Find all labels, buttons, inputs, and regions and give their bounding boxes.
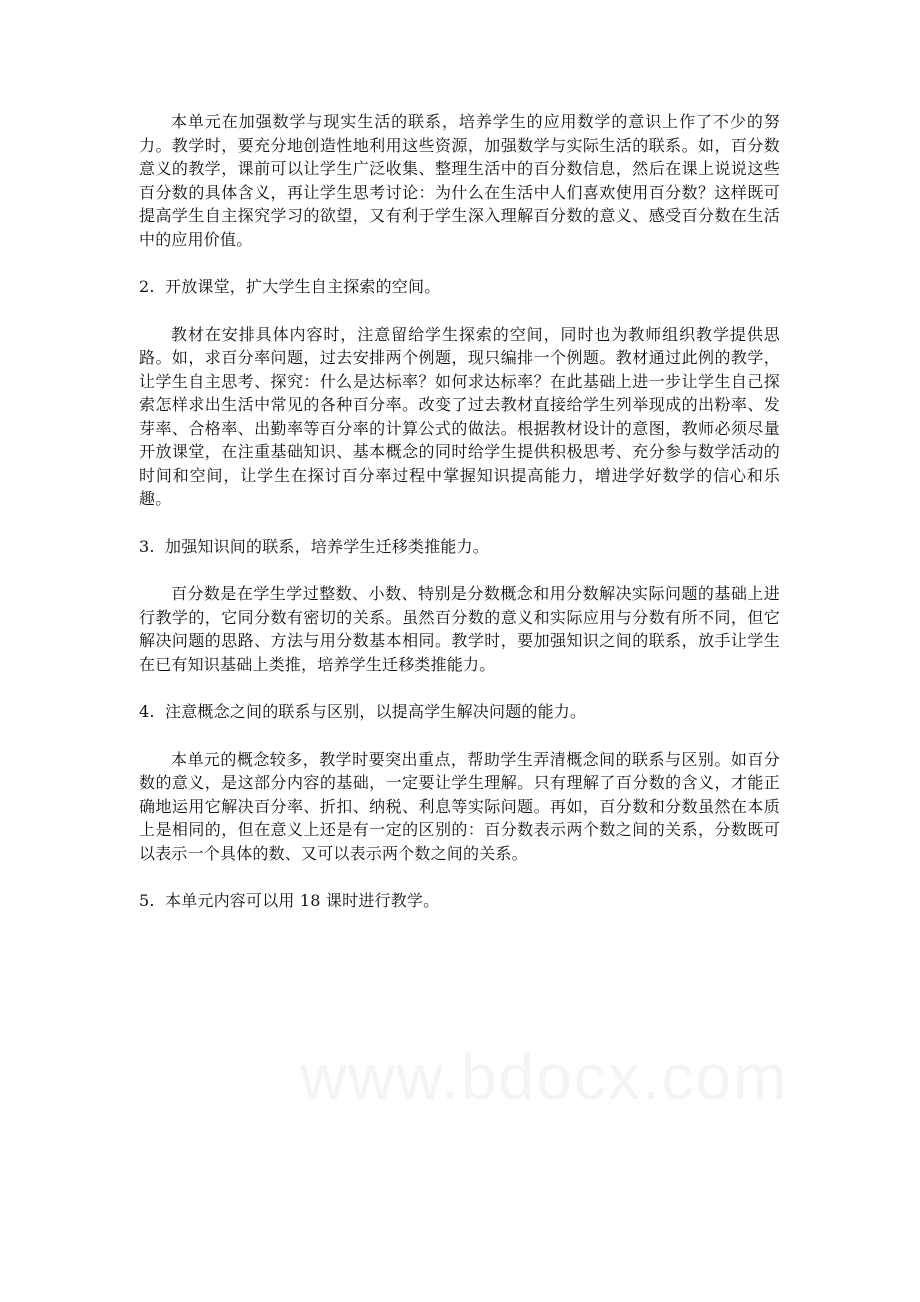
paragraph-intro: 本单元在加强数学与现实生活的联系，培养学生的应用数学的意识上作了不少的努力。教学时，要充分地创造性地利用这些资源，加强数学与实际生活的联系。如，百分数意义的教学，课前可以让学生广泛收集、整理生活中的百分数信息，然后在课上说说这些百分数的具体含义，再让学生思考讨论：为什么在生活中人们喜欢使用百分数？这样既可提高学生自主探究学习的欲望，又有利于学生深入理解百分数的意义、感受百分数在生活中的应用价值。 — [139, 112, 780, 249]
paragraph-open-classroom: 教材在安排具体内容时，注意留给学生探索的空间，同时也为教师组织教学提供思路。如，求百分率问题，过去安排两个例题，现只编排一个例题。教材通过此例的教学，让学生自主思考、探究：什么是达标率？如何求达标率？在此基础上进一步让学生自己探索怎样求出生活中常见的各种百分率。改变了过去教材直接给学生列举现成的出粉率、发芽率、合格率、出勤率等百分率的计算公式的做法。根据教材设计的意图，教师必须尽量开放课堂，在注重基础知识、基本概念的同时给学生提供积极思考、充分参与数学活动的时间和空间，让学生在探讨百分率过程中掌握知识提高能力，增进学好数学的信心和乐趣。 — [139, 324, 780, 508]
heading-text: 注意概念之间的联系与区别，以提高学生解决问题的能力。 — [165, 702, 587, 721]
paragraph-knowledge-links: 百分数是在学生学过整数、小数、特别是分数概念和用分数解决实际问题的基础上进行教学的，它同分数有密切的关系。虽然百分数的意义和实际应用与分数有所不同，但它解决问题的思路、方法与用分数基本相同。教学时，要加强知识之间的联系，放手让学生在已有知识基础上类推，培养学生迁移类推能力。 — [139, 584, 780, 674]
heading-text: 开放课堂，扩大学生自主探索的空间。 — [165, 277, 441, 296]
heading-item-2 — [139, 275, 780, 299]
heading-number: 2. — [139, 277, 155, 296]
heading-text: 加强知识间的联系，培养学生迁移类推能力。 — [165, 536, 490, 556]
heading-number: 3. — [139, 536, 155, 556]
heading-item-3 — [139, 535, 780, 559]
heading-item-4 — [139, 700, 780, 724]
document-page — [139, 110, 780, 937]
watermark: www.bdocx.com — [300, 1041, 789, 1113]
heading-number: 4. — [139, 702, 155, 721]
paragraph-concepts: 本单元的概念较多，教学时要突出重点，帮助学生弄清概念间的联系与区别。如百分数的意义，是这部分内容的基础，一定要让学生理解。只有理解了百分数的含义，才能正确地运用它解决百分率、折扣、纳税、利息等实际问题。再如，百分数和分数虽然在本质上是相同的，但在意义上还是有一定的区别的：百分数表示两个数之间的关系，分数既可以表示一个具体的数、又可以表示两个数之间的关系。 — [139, 749, 780, 863]
heading-item-5 — [139, 889, 780, 913]
heading-text: 本单元内容可以用 18 课时进行教学。 — [165, 891, 440, 910]
heading-number: 5. — [139, 891, 155, 910]
